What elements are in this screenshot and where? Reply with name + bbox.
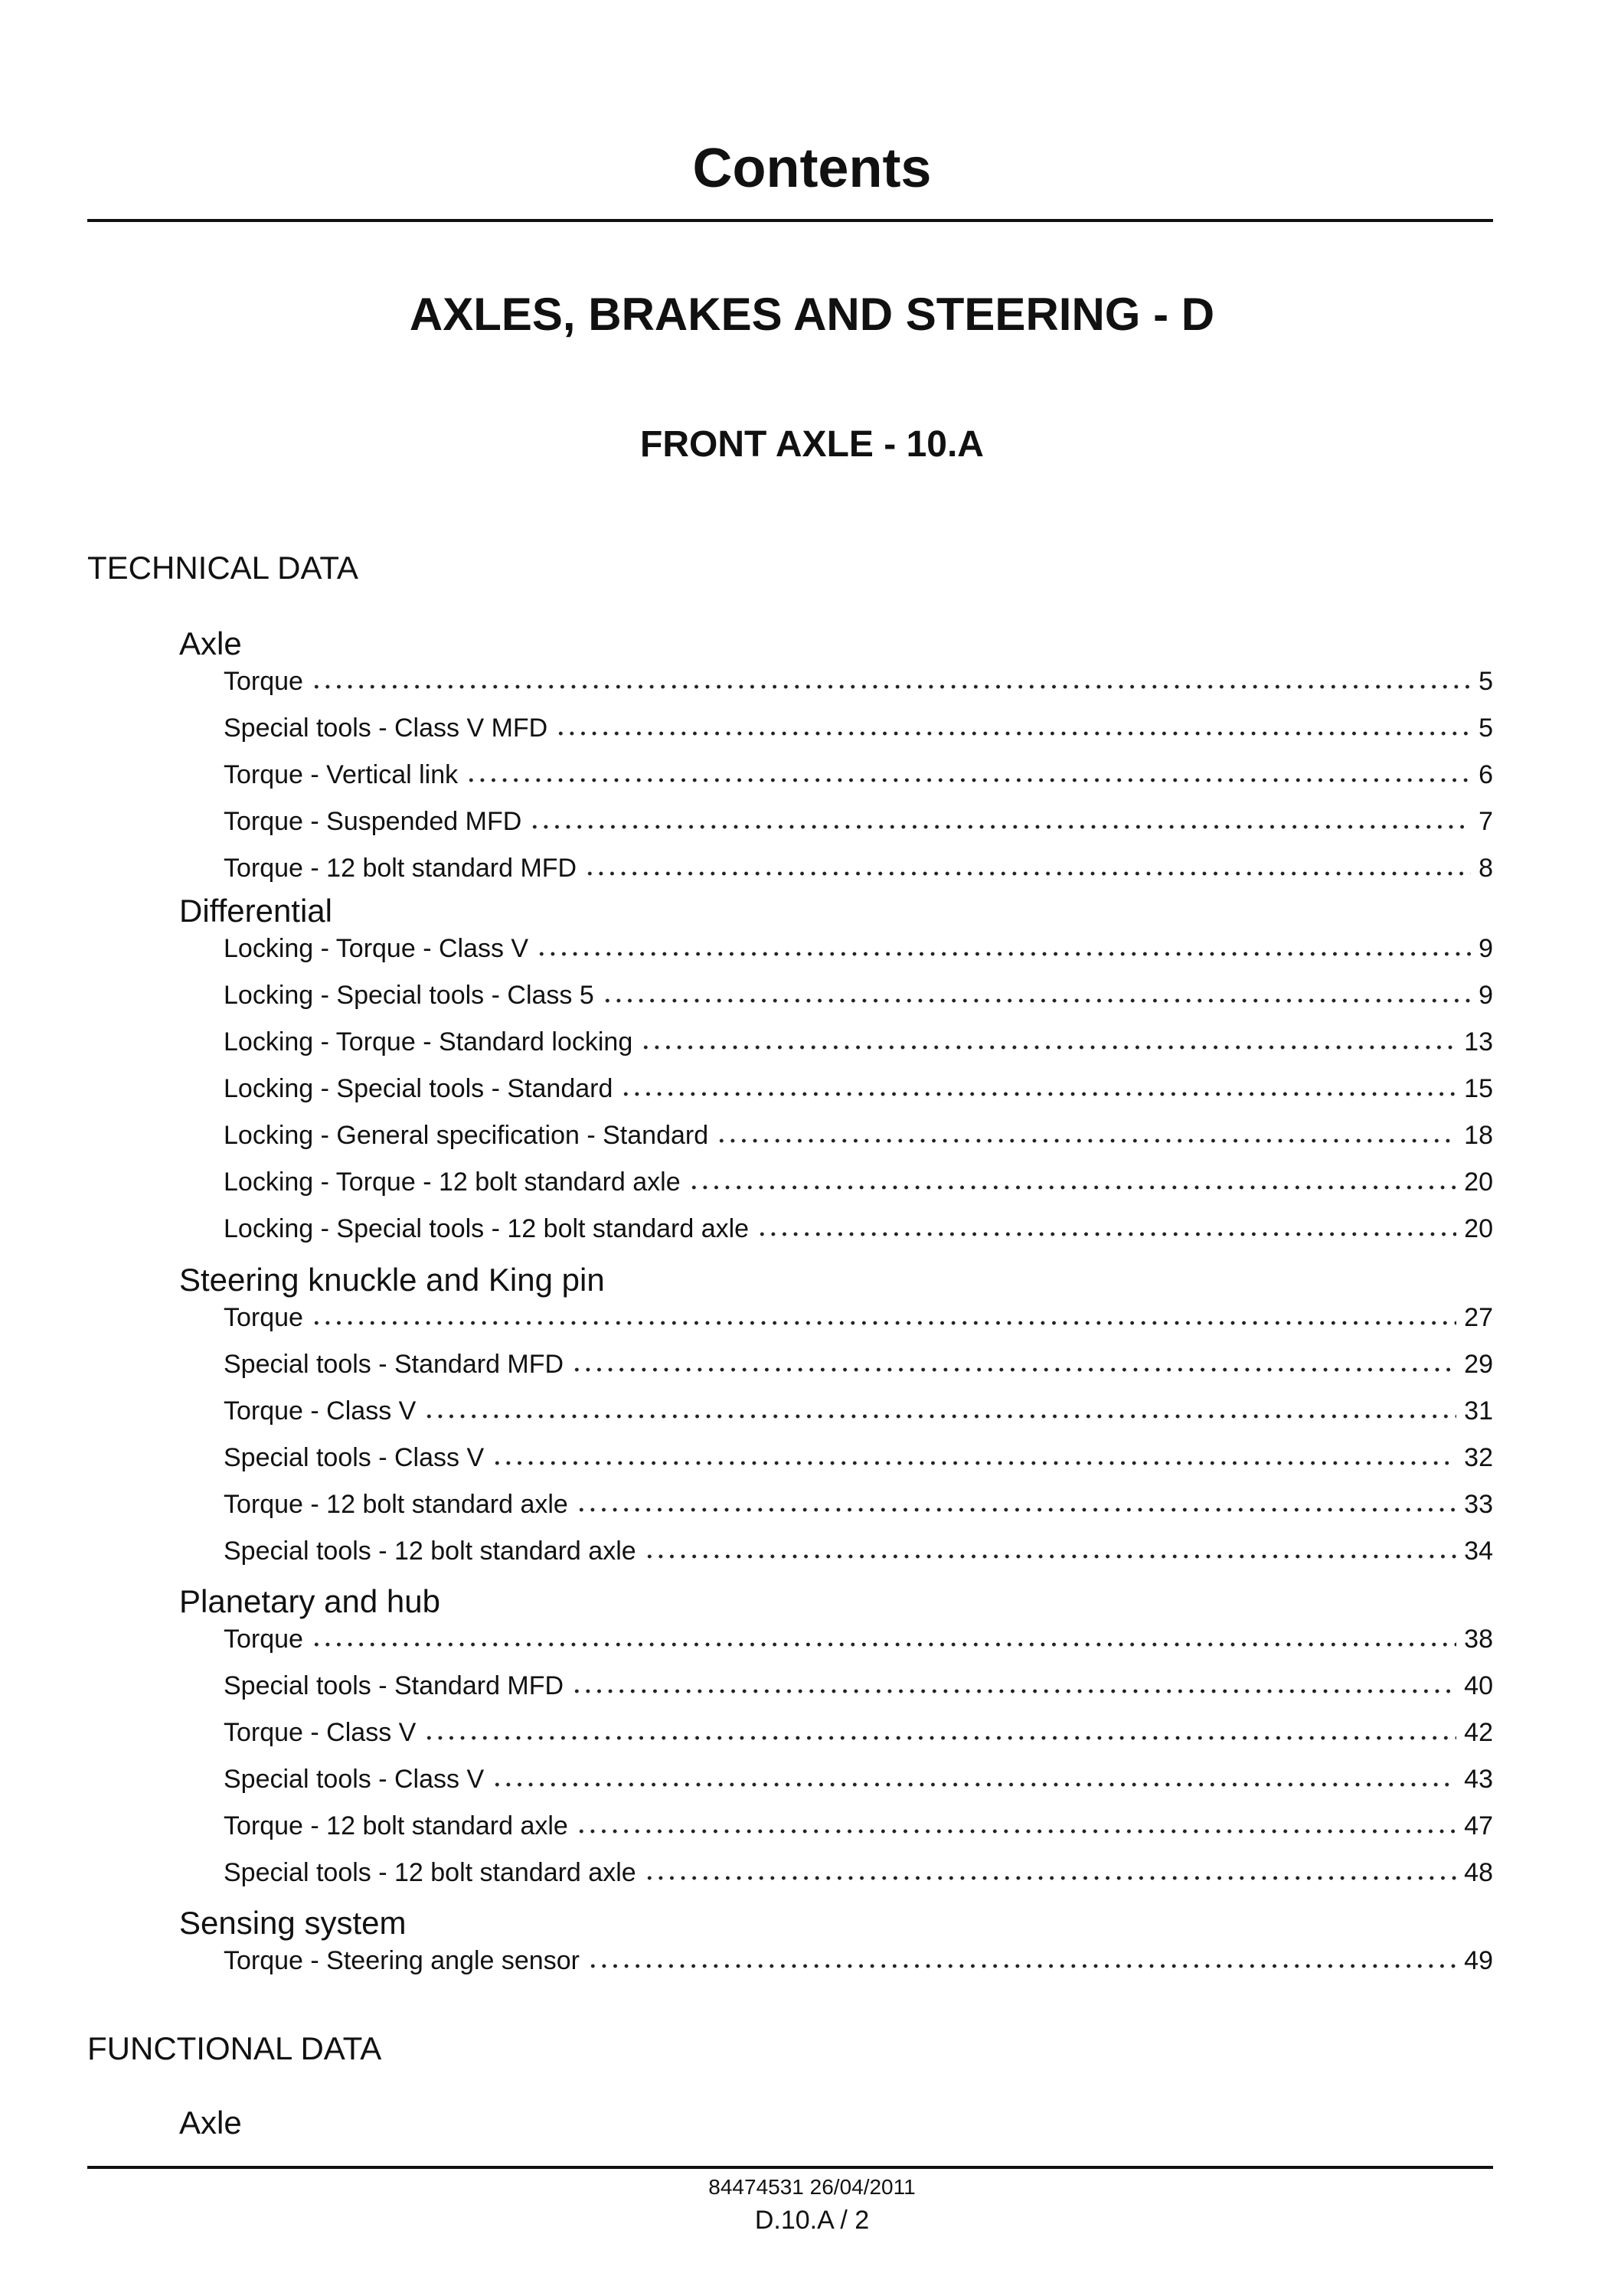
toc-entry-label: Special tools - Standard MFD bbox=[224, 1350, 564, 1379]
toc-entry-label: Locking - Special tools - Class 5 bbox=[224, 981, 594, 1010]
toc-category-functional-data: FUNCTIONAL DATA bbox=[87, 2030, 382, 2066]
toc-entry[interactable] bbox=[224, 665, 1493, 698]
toc-entry-page: 15 bbox=[1464, 1074, 1493, 1103]
toc-entry-page: 34 bbox=[1464, 1537, 1493, 1566]
toc-entry-page: 40 bbox=[1464, 1671, 1493, 1700]
toc-entry-page: 20 bbox=[1464, 1168, 1493, 1197]
toc-entry-page: 8 bbox=[1479, 854, 1493, 883]
toc-entry-page: 27 bbox=[1464, 1303, 1493, 1332]
toc-entry-page: 48 bbox=[1464, 1858, 1493, 1887]
toc-group-steering-knuckle: Steering knuckle and King pin bbox=[179, 1262, 605, 1298]
toc-entry-page: 13 bbox=[1464, 1027, 1493, 1057]
toc-entry-page: 20 bbox=[1464, 1214, 1493, 1243]
toc-entry-label: Locking - Torque - Class V bbox=[224, 934, 529, 963]
page-reference: D.10.A / 2 bbox=[754, 2206, 870, 2235]
dot-leader bbox=[644, 1553, 1457, 1560]
toc-entry-page: 33 bbox=[1464, 1490, 1493, 1519]
dot-leader bbox=[640, 1043, 1456, 1051]
dot-leader bbox=[620, 1090, 1456, 1098]
section-heading: FRONT AXLE - 10.A bbox=[640, 424, 984, 465]
toc-entry[interactable] bbox=[224, 758, 1493, 792]
toc-entry-label: Torque - 12 bolt standard MFD bbox=[224, 854, 577, 883]
toc-entry-label: Locking - Special tools - Standard bbox=[224, 1074, 613, 1103]
toc-entry-label: Special tools - 12 bolt standard axle bbox=[224, 1858, 636, 1887]
toc-entry[interactable] bbox=[224, 1119, 1493, 1152]
dot-leader bbox=[311, 1641, 1456, 1648]
toc-group-axle: Axle bbox=[179, 625, 242, 661]
toc-entry-label: Torque - 12 bolt standard axle bbox=[224, 1490, 568, 1519]
toc-entry[interactable] bbox=[224, 1212, 1493, 1246]
dot-leader bbox=[311, 683, 1471, 691]
toc-entry-label: Special tools - Class V MFD bbox=[224, 714, 548, 743]
toc-group-planetary-hub: Planetary and hub bbox=[179, 1583, 440, 1619]
page-title: Contents bbox=[692, 138, 932, 199]
toc-entry-label: Special tools - Class V bbox=[224, 1443, 485, 1472]
toc-entry-label: Torque - Vertical link bbox=[224, 760, 459, 789]
dot-leader bbox=[529, 823, 1471, 831]
toc-entry-page: 49 bbox=[1464, 1946, 1493, 1975]
toc-entry-label: Locking - Torque - Standard locking bbox=[224, 1027, 633, 1057]
toc-entry[interactable] bbox=[224, 1716, 1493, 1749]
toc-entry[interactable] bbox=[224, 978, 1493, 1012]
toc-entry-label: Locking - Torque - 12 bolt standard axle bbox=[224, 1168, 681, 1197]
toc-entry-label: Torque - Class V bbox=[224, 1718, 417, 1747]
toc-entry-label: Locking - Special tools - 12 bolt standard axle bbox=[224, 1214, 750, 1243]
toc-entry-page: 29 bbox=[1464, 1350, 1493, 1379]
document-code: 84474531 26/04/2011 bbox=[708, 2175, 916, 2199]
chapter-heading: AXLES, BRAKES AND STEERING - D bbox=[409, 289, 1215, 340]
dot-leader bbox=[423, 1413, 1456, 1420]
toc-entry-label: Torque - 12 bolt standard axle bbox=[224, 1811, 568, 1840]
toc-group-axle: Axle bbox=[179, 2105, 242, 2141]
dot-leader bbox=[716, 1137, 1456, 1145]
toc-entry-page: 5 bbox=[1479, 714, 1493, 743]
toc-entry-page: 9 bbox=[1479, 934, 1493, 963]
header-divider bbox=[87, 219, 1493, 222]
toc-entry-label: Torque bbox=[224, 1625, 303, 1654]
toc-entry[interactable] bbox=[224, 1856, 1493, 1889]
toc-entry[interactable] bbox=[224, 1669, 1493, 1703]
toc-entry-page: 38 bbox=[1464, 1625, 1493, 1654]
dot-leader bbox=[587, 1962, 1456, 1970]
toc-entry[interactable] bbox=[224, 1622, 1493, 1656]
toc-entry[interactable] bbox=[224, 1762, 1493, 1796]
dot-leader bbox=[466, 776, 1471, 784]
toc-entry-label: Special tools - Class V bbox=[224, 1765, 485, 1794]
dot-leader bbox=[555, 730, 1471, 737]
toc-entry-page: 9 bbox=[1479, 981, 1493, 1010]
toc-entry[interactable] bbox=[224, 1809, 1493, 1843]
toc-category-technical-data: TECHNICAL DATA bbox=[87, 550, 358, 586]
toc-entry-page: 47 bbox=[1464, 1811, 1493, 1840]
dot-leader bbox=[571, 1366, 1456, 1373]
toc-entry-label: Torque bbox=[224, 1303, 303, 1332]
dot-leader bbox=[756, 1230, 1456, 1238]
toc-entry[interactable] bbox=[224, 1347, 1493, 1381]
dot-leader bbox=[602, 997, 1471, 1004]
toc-entry[interactable] bbox=[224, 1944, 1493, 1978]
toc-entry-label: Torque - Steering angle sensor bbox=[224, 1946, 580, 1975]
toc-entry-label: Torque - Class V bbox=[224, 1396, 417, 1426]
toc-group-differential: Differential bbox=[179, 893, 332, 929]
dot-leader bbox=[576, 1827, 1456, 1835]
toc-entry-label: Torque - Suspended MFD bbox=[224, 807, 522, 836]
toc-entry[interactable] bbox=[224, 932, 1493, 965]
dot-leader bbox=[423, 1734, 1456, 1742]
dot-leader bbox=[688, 1184, 1457, 1191]
dot-leader bbox=[584, 870, 1471, 877]
toc-entry-label: Special tools - 12 bolt standard axle bbox=[224, 1537, 636, 1566]
dot-leader bbox=[492, 1781, 1456, 1788]
toc-entry-page: 7 bbox=[1479, 807, 1493, 836]
toc-entry-label: Special tools - Standard MFD bbox=[224, 1671, 564, 1700]
toc-entry-label: Locking - General specification - Standard bbox=[224, 1121, 709, 1150]
dot-leader bbox=[311, 1319, 1456, 1327]
toc-entry-page: 6 bbox=[1479, 760, 1493, 789]
footer-divider bbox=[87, 2166, 1493, 2169]
dot-leader bbox=[571, 1687, 1456, 1695]
dot-leader bbox=[576, 1506, 1456, 1514]
toc-group-sensing-system: Sensing system bbox=[179, 1905, 407, 1941]
toc-entry[interactable] bbox=[224, 1165, 1493, 1199]
toc-entry[interactable] bbox=[224, 711, 1493, 745]
dot-leader bbox=[644, 1874, 1457, 1882]
dot-leader bbox=[492, 1459, 1456, 1467]
toc-entry[interactable] bbox=[224, 1488, 1493, 1521]
toc-entry[interactable] bbox=[224, 1394, 1493, 1428]
toc-entry[interactable] bbox=[224, 1534, 1493, 1568]
toc-entry[interactable] bbox=[224, 1072, 1493, 1106]
toc-entry-page: 5 bbox=[1479, 667, 1493, 696]
toc-entry-label: Torque bbox=[224, 667, 303, 696]
toc-entry-page: 18 bbox=[1464, 1121, 1493, 1150]
toc-entry-page: 31 bbox=[1464, 1396, 1493, 1426]
toc-entry-page: 42 bbox=[1464, 1718, 1493, 1747]
toc-entry[interactable] bbox=[224, 1441, 1493, 1475]
toc-entry[interactable] bbox=[224, 851, 1493, 885]
toc-entry-page: 43 bbox=[1464, 1765, 1493, 1794]
toc-entry[interactable] bbox=[224, 1025, 1493, 1059]
toc-entry[interactable] bbox=[224, 1301, 1493, 1334]
dot-leader bbox=[536, 950, 1471, 958]
toc-entry-page: 32 bbox=[1464, 1443, 1493, 1472]
toc-entry[interactable] bbox=[224, 805, 1493, 838]
